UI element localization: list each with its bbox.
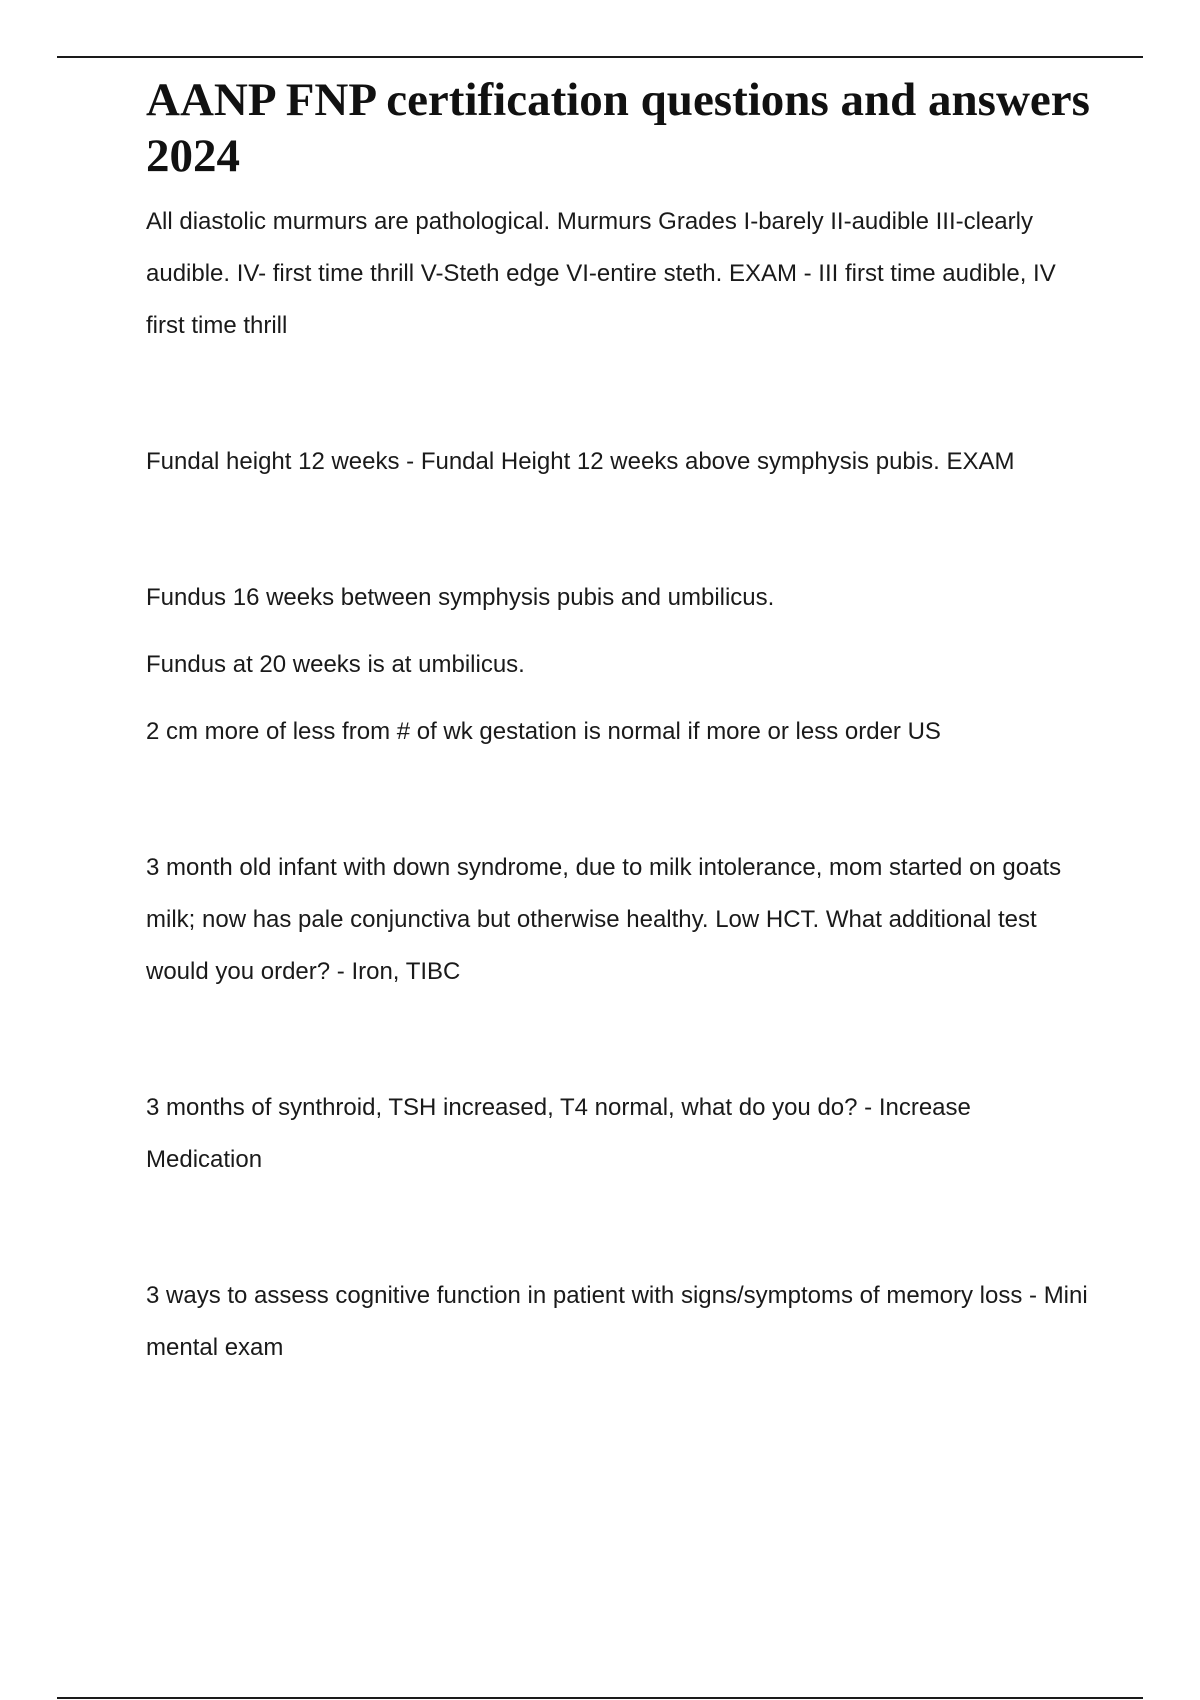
bottom-rule xyxy=(57,1697,1143,1699)
top-rule xyxy=(57,56,1143,58)
paragraph-fundus-20: Fundus at 20 weeks is at umbilicus. xyxy=(146,651,525,678)
paragraph-synthroid: 3 months of synthroid, TSH increased, T4 normal, what do you do? - Increase Medication xyxy=(146,1094,971,1173)
document-title: AANP FNP certification questions and answers 2024 xyxy=(146,74,1090,182)
document-body xyxy=(146,72,1091,1374)
paragraph-murmurs: All diastolic murmurs are pathological. Murmurs Grades I-barely II-audible III-clearly audible. IV- first time thrill V-Steth edge VI-entire steth. EXAM - III first time audible, IV first time thrill xyxy=(146,208,1056,339)
paragraph-fundal-height-12: Fundal height 12 weeks - Fundal Height 12 weeks above symphysis pubis. EXAM xyxy=(146,448,1015,475)
paragraph-gestation: 2 cm more of less from # of wk gestation is normal if more or less order US xyxy=(146,718,941,745)
paragraph-fundus-16: Fundus 16 weeks between symphysis pubis and umbilicus. xyxy=(146,584,775,611)
paragraph-cognitive: 3 ways to assess cognitive function in patient with signs/symptoms of memory loss - Mini mental exam xyxy=(146,1282,1088,1361)
paragraph-infant-anemia: 3 month old infant with down syndrome, due to milk intolerance, mom started on goats milk; now has pale conjunctiva but otherwise healthy. Low HCT. What additional test would you order? - Iron, TIBC xyxy=(146,854,1062,985)
